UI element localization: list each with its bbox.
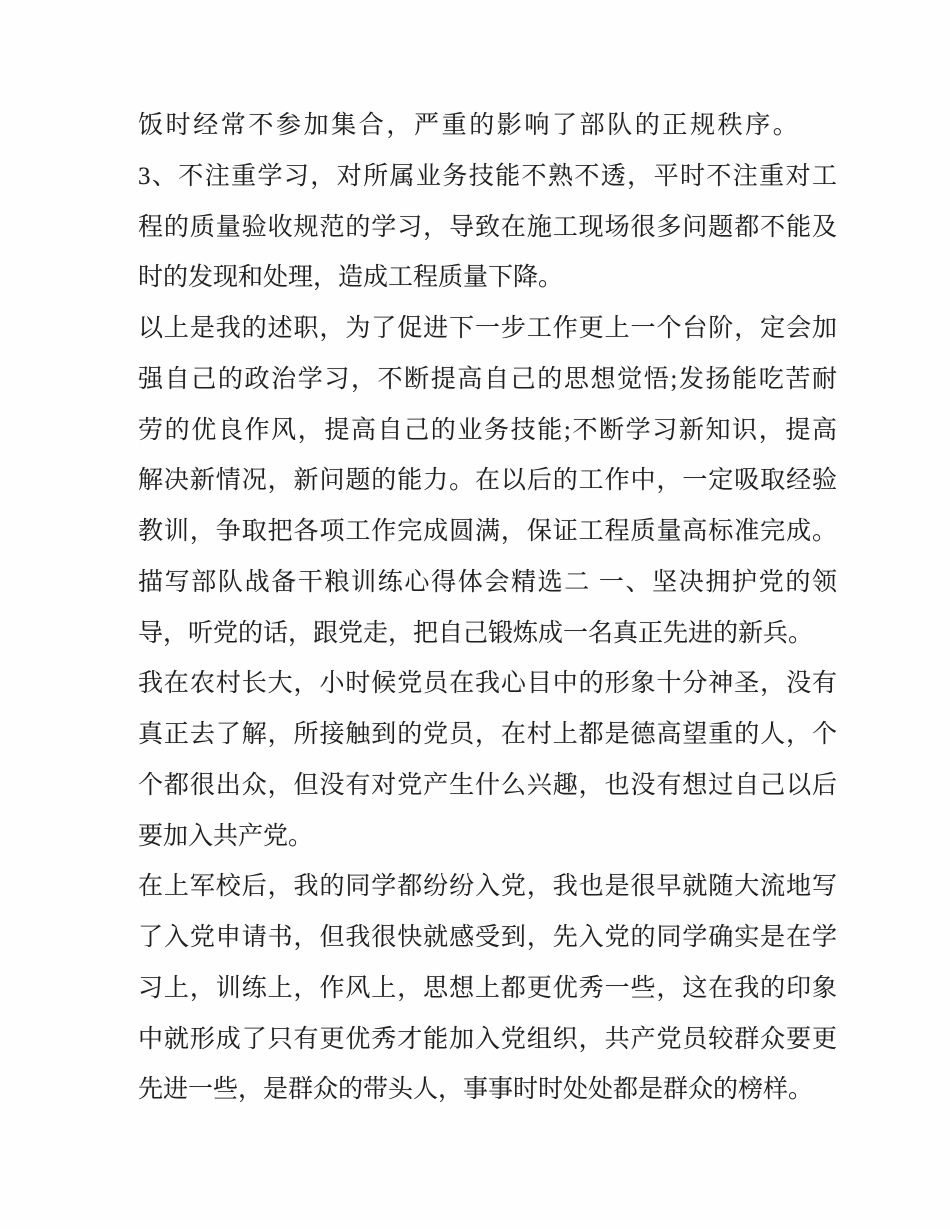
- text-line: 先进一些，是群众的带头人，事事时时处处都是群众的榜样。: [138, 1076, 814, 1104]
- text-line: 以上是我的述职，为了促进下一步工作更上一个台阶，定会加: [138, 315, 837, 342]
- text-line: 描写部队战备干粮训练心得体会精选二 一、坚决拥护党的领: [138, 568, 837, 596]
- text-line: 了入党申请书，但我很快就感受到，先入党的同学确实是在学: [138, 924, 837, 951]
- text-line: 程的质量验收规范的学习，导致在施工现场很多问题都不能及: [138, 213, 837, 241]
- text-line: 强自己的政治学习，不断提高自己的思想觉悟;发扬能吃苦耐: [138, 365, 837, 393]
- text-line: 饭时经常不参加集合，严重的影响了部队的正规秩序。: [138, 112, 801, 139]
- text-line: 中就形成了只有更优秀才能加入党组织，共产党员较群众要更: [138, 1025, 837, 1053]
- text-line: 3、不注重学习，对所属业务技能不熟不透，平时不注重对工: [138, 162, 837, 190]
- text-line: 真正去了解，所接触到的党员，在村上都是德高望重的人，个: [138, 721, 837, 748]
- text-line: 时的发现和处理，造成工程质量下降。: [138, 264, 564, 292]
- text-line: 习上，训练上，作风上，思想上都更优秀一些，这在我的印象: [138, 974, 837, 1002]
- text-line: 我在农村长大，小时候党员在我心目中的形象十分神圣，没有: [138, 670, 837, 698]
- text-line: 解决新情况，新问题的能力。在以后的工作中，一定吸取经验: [138, 467, 837, 495]
- text-line: 导，听党的话，跟党走，把自己锻炼成一名真正先进的新兵。: [138, 619, 814, 647]
- text-line: 劳的优良作风，提高自己的业务技能;不断学习新知识，提高: [138, 416, 837, 444]
- document-text: [138, 101, 837, 1116]
- text-line: 在上军校后，我的同学都纷纷入党，我也是很早就随大流地写: [138, 873, 837, 901]
- text-line: 个都很出众，但没有对党产生什么兴趣，也没有想过自己以后: [138, 771, 837, 799]
- text-line: 要加入共产党。: [138, 822, 314, 850]
- text-line: 教训，争取把各项工作完成圆满，保证工程质量高标准完成。: [138, 518, 837, 545]
